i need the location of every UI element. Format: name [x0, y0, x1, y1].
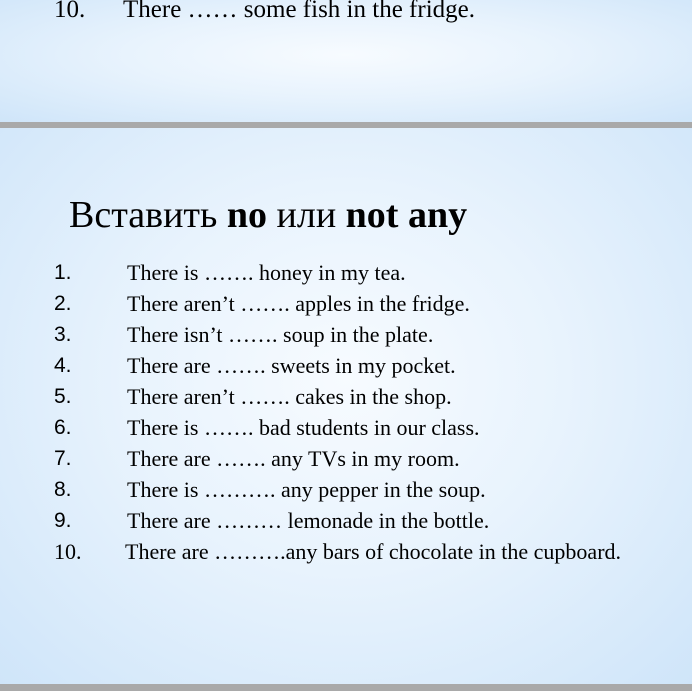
title-bold-no: no	[226, 194, 268, 236]
item-number: 1.	[54, 261, 72, 284]
item-number: 6.	[54, 416, 72, 439]
exercise-list	[54, 257, 621, 567]
list-item	[54, 288, 621, 319]
item-number: 8.	[54, 478, 72, 501]
item-text: There is ……. bad students in our class.	[127, 415, 480, 440]
item-text: There …… some fish in the fridge.	[123, 0, 475, 23]
item-number: 9.	[54, 509, 72, 532]
item-text: There are ……. any TVs in my room.	[127, 446, 460, 471]
item-number: 5.	[54, 385, 72, 408]
item-text: There aren’t ……. apples in the fridge.	[127, 291, 470, 316]
item-text: There is ……. honey in my tea.	[127, 260, 406, 285]
list-item	[54, 381, 621, 412]
title-bold-not-any: not any	[345, 194, 468, 236]
item-number: 10.	[54, 539, 82, 564]
title-text-or: или	[267, 194, 346, 236]
main-slide	[0, 128, 692, 684]
list-item	[54, 350, 621, 381]
exercise-title	[69, 191, 467, 239]
top-exercise-item	[54, 0, 475, 24]
list-item	[54, 474, 621, 505]
item-text: There is ………. any pepper in the soup.	[127, 477, 486, 502]
item-text: There are ……….any bars of chocolate in the cupboard.	[125, 539, 622, 564]
list-item	[54, 319, 621, 350]
list-item	[54, 412, 621, 443]
item-text: There are ……… lemonade in the bottle.	[127, 508, 490, 533]
list-item	[54, 257, 621, 288]
list-item	[54, 505, 621, 536]
item-number: 10.	[54, 0, 86, 23]
list-item	[54, 443, 621, 474]
item-number: 2.	[54, 292, 72, 315]
title-text: Вставить	[69, 194, 227, 236]
item-number: 4.	[54, 354, 72, 377]
item-number: 3.	[54, 323, 72, 346]
top-slide	[0, 0, 692, 122]
item-text: There aren’t ……. cakes in the shop.	[127, 384, 452, 409]
slide-separator	[0, 684, 692, 691]
item-text: There are ……. sweets in my pocket.	[127, 353, 456, 378]
list-item	[54, 536, 621, 567]
item-number: 7.	[54, 447, 72, 470]
item-text: There isn’t ……. soup in the plate.	[127, 322, 434, 347]
